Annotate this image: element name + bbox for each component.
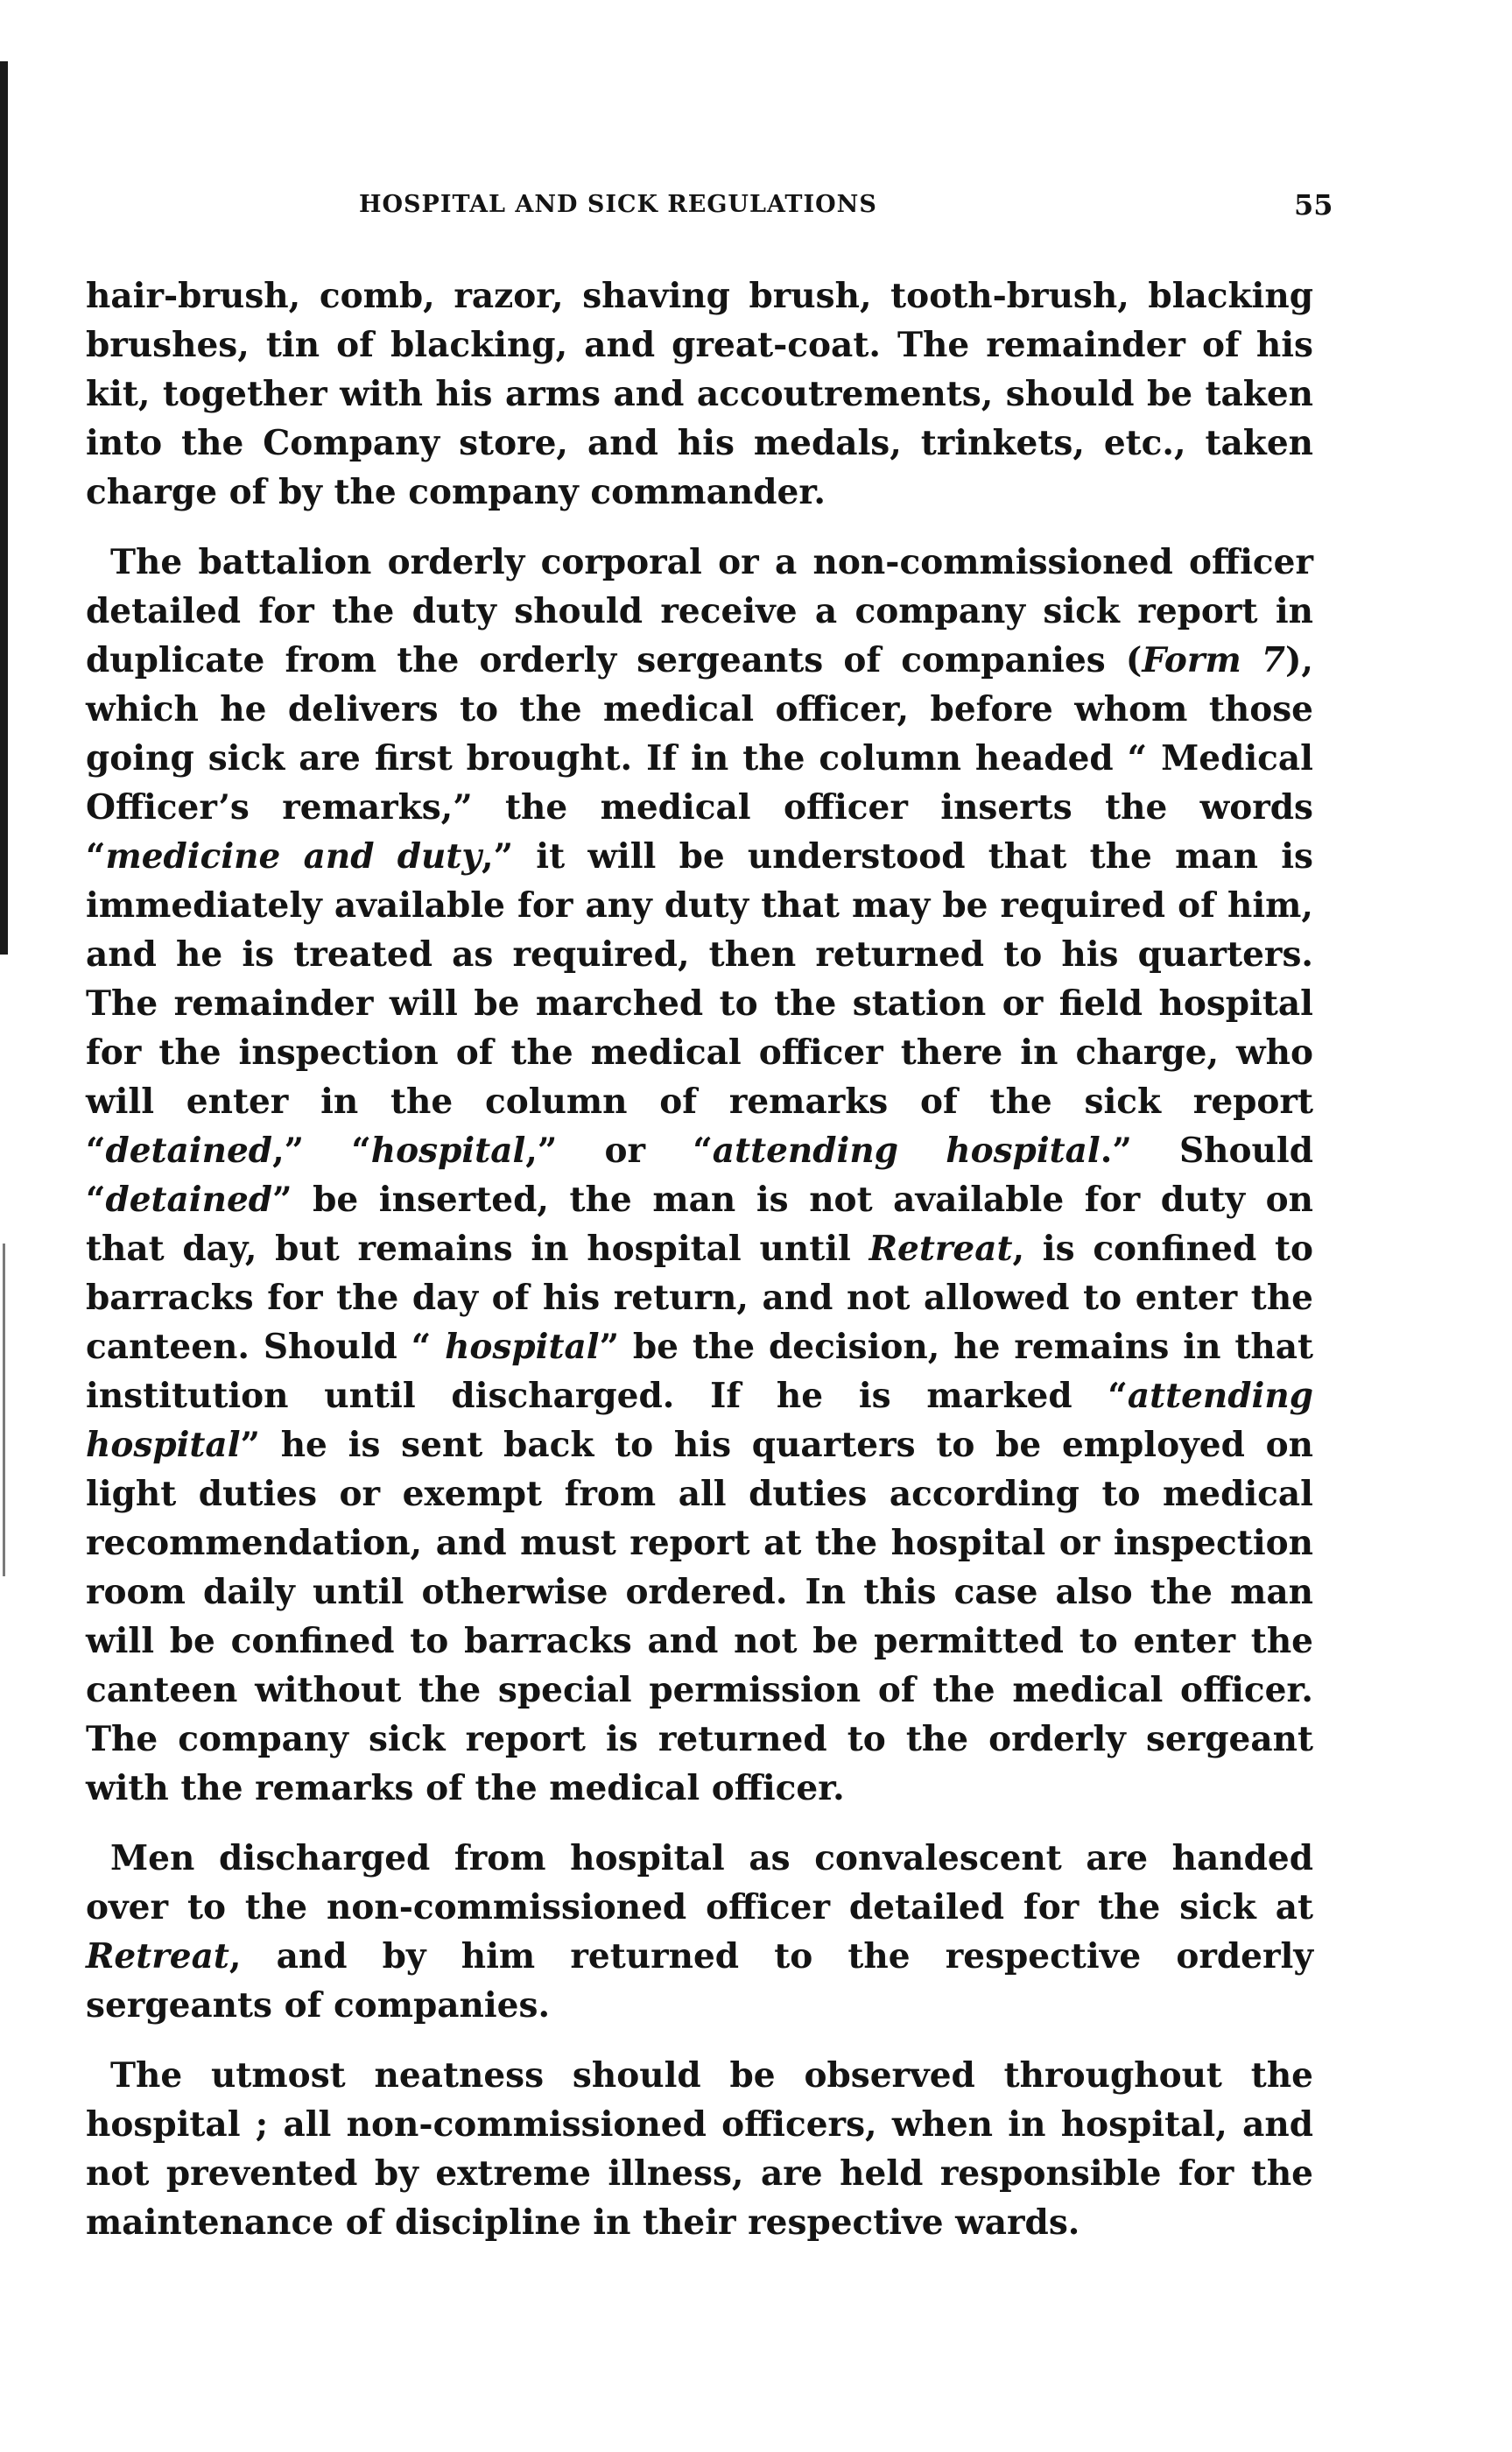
- running-title: HOSPITAL AND SICK REGULATIONS: [359, 191, 877, 218]
- italic-text: detained: [105, 1180, 273, 1220]
- page-number: 55: [1294, 188, 1333, 222]
- text-run: The battalion orderly corporal or a non-commissioned officer detailed for the duty should receive a company sick report in duplicate from the orderly sergeants of companies (: [86, 542, 1313, 680]
- italic-text: hospital: [445, 1327, 600, 1367]
- text-run: ” be the decision, he remains in that institution until discharged. If he is marked “: [86, 1327, 1313, 1416]
- body-text: [86, 271, 1313, 2247]
- running-head: [88, 188, 1333, 226]
- italic-text: hospital: [370, 1131, 526, 1171]
- paragraph: [86, 1834, 1313, 2030]
- italic-text: attending hospital: [712, 1131, 1101, 1171]
- italic-text: detained: [105, 1131, 273, 1171]
- text-run: .” Should “: [86, 1131, 1313, 1220]
- binding-edge-mark-lower: [3, 1244, 5, 1576]
- italic-text: medicine and duty: [105, 836, 482, 877]
- italic-text: Retreat: [869, 1229, 1013, 1269]
- text-run: ), which he delivers to the medical officer, before whom those going sick are first brought. If in the column headed “ Medical Officer’s remarks,” the medical officer inserts the words “: [86, 640, 1313, 877]
- paragraph: [86, 271, 1313, 517]
- italic-text: attending hospital: [86, 1376, 1313, 1465]
- text-run: , is confined to barracks for the day of his return, and not allowed to enter the canteen. Should “: [86, 1229, 1313, 1367]
- text-run: , and by him returned to the respective orderly sergeants of companies.: [86, 1936, 1313, 2026]
- paragraph: [86, 538, 1313, 1813]
- text-run: ” be inserted, the man is not available for duty on that day, but remains in hospital until: [86, 1180, 1313, 1269]
- text-run: The utmost neatness should be observed throughout the hospital ; all non-commissioned officers, when in hospital, and not prevented by extreme illness, are held responsible for the maintenance of discipline in their respective wards.: [86, 2055, 1313, 2243]
- text-run: ,” it will be understood that the man is immediately available for any duty that may be required of him, and he is treated as required, then returned to his quarters. The remainder will be marched to the station or field hospital for the inspection of the medical officer there in charge, who will enter in the column of remarks of the sick report “: [86, 836, 1313, 1171]
- italic-text: Retreat: [86, 1936, 229, 1976]
- text-run: hair-brush, comb, razor, shaving brush, tooth-brush, blacking brushes, tin of blacking, and great-coat. The remainder of his kit, together with his arms and accoutrements, should be taken into the Company store, and his medals, trinkets, etc., taken charge of by the company commander.: [86, 276, 1313, 512]
- text-run: ,” or “: [525, 1131, 713, 1171]
- text-run: ” he is sent back to his quarters to be employed on light duties or exempt from all duties according to medical recommendation, and must report at the hospital or inspection room daily until otherwise ordered. In this case also the man will be confined to barracks and not be permitted to enter the canteen without the special permission of the medical officer. The company sick report is returned to the orderly sergeant with the remarks of the medical officer.: [86, 1425, 1313, 1808]
- text-run: Men discharged from hospital as convalescent are handed over to the non-commissioned officer detailed for the sick at: [86, 1838, 1313, 1927]
- text-run: ,” “: [272, 1131, 371, 1171]
- binding-edge-mark: [0, 61, 8, 955]
- italic-text: Form 7: [1142, 640, 1285, 680]
- paragraph: [86, 2051, 1313, 2247]
